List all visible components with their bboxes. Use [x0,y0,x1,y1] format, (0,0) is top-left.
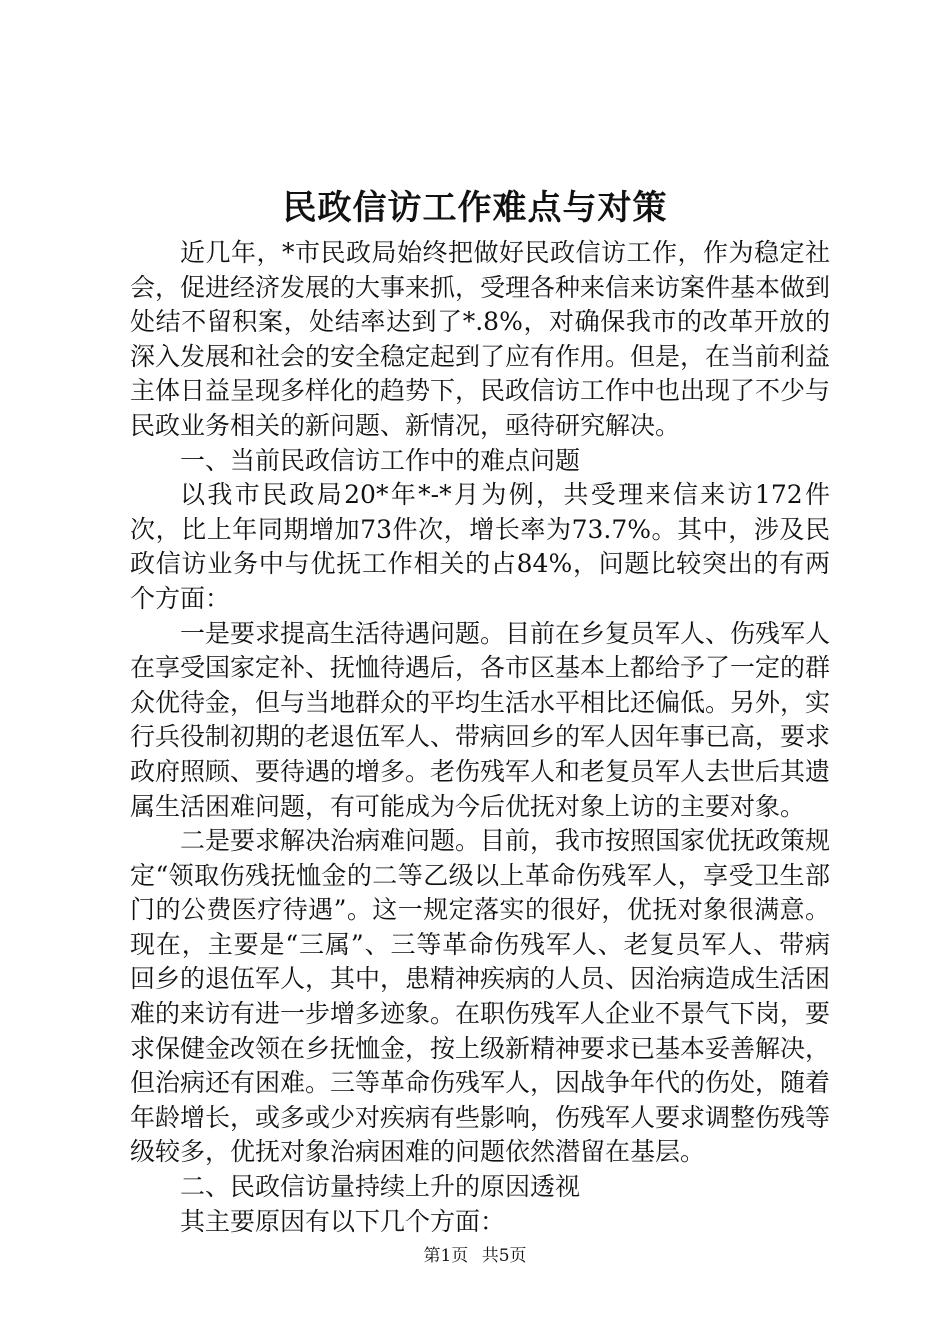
paragraph-medical-care: 二是要求解决治病难问题。目前，我市按照国家优抚政策规定“领取伤残抚恤金的二等乙级以上革命伤残军人，享受卫生部门的公费医疗待遇”。这一规定落实的很好，优抚对象很满意。现在，主要是“三属”、三等革命伤残军人、老复员军人、带病回乡的退伍军人，其中，患精神疾病的人员、因治病造成生活困难的来访有进一步增多迹象。在职伤残军人企业不景气下岗，要求保健金改领在乡抚恤金，按上级新精神要求已基本妥善解决，但治病还有困难。三等革命伤残军人，因战争年代的伤处，随着年龄增长，或多或少对疾病有些影响，伤残军人要求调整伤残等级较多，优抚对象治病困难的问题依然潜留在基层。 [130,826,831,1167]
section-heading-1: 一、当前民政信访工作中的难点问题 [180,445,581,475]
paragraph-causes-intro: 其主要原因有以下几个方面： [180,1206,506,1236]
paragraph-intro: 近几年，*市民政局始终把做好民政信访工作，作为稳定社会，促进经济发展的大事来抓，受理各种来信来访案件基本做到处结不留积案，处结率达到了*.8%，对确保我市的改革开放的深入发展和社会的安全稳定起到了应有作用。但是，在当前利益主体日益呈现多样化的趋势下，民政信访工作中也出现了不少与民政业务相关的新问题、新情况，亟待研究解决。 [130,238,831,440]
document-title: 民政信访工作难点与对策 [282,188,668,228]
page-number-current: 第1页 [423,1246,469,1266]
paragraph-statistics: 以我市民政局20*年*-*月为例，共受理来信来访172件次，比上年同期增加73件次，增长率为73.7%。其中，涉及民政信访业务中与优抚工作相关的占84%，问题比较突出的有两个方面： [130,480,830,613]
document-body [130,236,830,1239]
paragraph-living-standards: 一是要求提高生活待遇问题。目前在乡复员军人、伤残军人在享受国家定补、抚恤待遇后，各市区基本上都给予了一定的群众优待金，但与当地群众的平均生活水平相比还偏低。另外，实行兵役制初期的老退伍军人、带病回乡的军人因年事已高，要求政府照顾、要待遇的增多。老伤残军人和老复员军人去世后其遗属生活困难问题，有可能成为今后优抚对象上访的主要对象。 [130,618,831,821]
section-heading-2: 二、民政信访量持续上升的原因透视 [180,1172,581,1202]
page-number-total: 共5页 [481,1246,527,1266]
page-footer [0,1244,950,1268]
